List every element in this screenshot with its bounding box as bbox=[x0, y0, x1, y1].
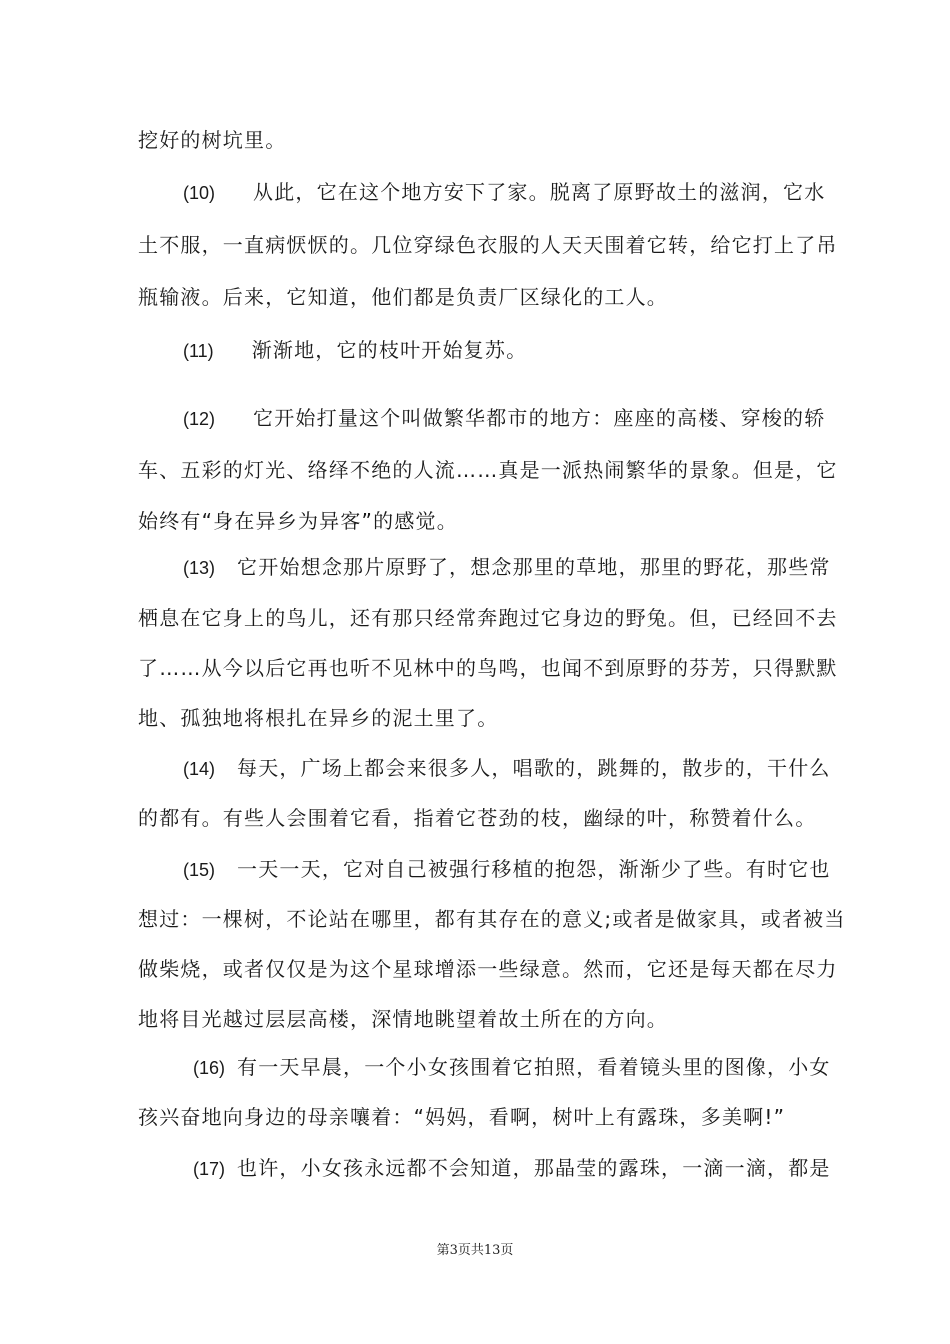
paragraph-number: (15) bbox=[183, 860, 216, 880]
line-p4-3: 地、孤独地将根扎在异乡的泥土里了。 bbox=[138, 706, 499, 730]
line-p0-0: 挖好的树坑里。 bbox=[138, 128, 287, 152]
line-p4-0: (13) 它开始想念那片原野了，想念那里的草地，那里的野花，那些常 bbox=[183, 555, 831, 579]
paragraph-number: (14) bbox=[183, 759, 216, 779]
line-p4-2: 了……从今以后它再也听不见林中的鸟鸣，也闻不到原野的芬芳，只得默默 bbox=[138, 656, 838, 680]
line-p3-2: 始终有“身在异乡为异客”的感觉。 bbox=[138, 509, 458, 533]
line-p5-1: 的都有。有些人会围着它看，指着它苍劲的枝，幽绿的叶，称赞着什么。 bbox=[138, 806, 817, 830]
line-p1-2: 瓶输液。后来，它知道，他们都是负责厂区绿化的工人。 bbox=[138, 285, 668, 309]
line-p6-0: (15) 一天一天，它对自己被强行移植的抱怨，渐渐少了些。有时它也 bbox=[183, 857, 831, 881]
paragraph-number: (11) bbox=[183, 341, 214, 361]
paragraph-number: (10) bbox=[183, 183, 216, 203]
line-p6-3: 地将目光越过层层高楼，深情地眺望着故土所在的方向。 bbox=[138, 1007, 668, 1031]
line-p1-1: 土不服，一直病恹恹的。几位穿绿色衣服的人天天围着它转，给它打上了吊 bbox=[138, 233, 838, 257]
line-p3-0: (12) 它开始打量这个叫做繁华都市的地方：座座的高楼、穿梭的轿 bbox=[183, 406, 826, 430]
line-p7-0: (16) 有一天早晨，一个小女孩围着它拍照，看着镜头里的图像，小女 bbox=[193, 1055, 831, 1079]
line-p6-2: 做柴烧，或者仅仅是为这个星球增添一些绿意。然而，它还是每天都在尽力 bbox=[138, 957, 838, 981]
line-p8-0: (17) 也许，小女孩永远都不会知道，那晶莹的露珠，一滴一滴，都是 bbox=[193, 1156, 831, 1180]
line-p4-1: 栖息在它身上的鸟儿，还有那只经常奔跑过它身边的野兔。但，已经回不去 bbox=[138, 606, 838, 630]
paragraph-number: (16) bbox=[193, 1058, 226, 1078]
page-footer: 第3页共13页 bbox=[436, 1243, 514, 1258]
paragraph-number: (13) bbox=[183, 558, 216, 578]
line-p5-0: (14) 每天，广场上都会来很多人，唱歌的，跳舞的，散步的，干什么 bbox=[183, 756, 831, 780]
line-p7-1: 孩兴奋地向身边的母亲嚷着：“妈妈，看啊，树叶上有露珠，多美啊!” bbox=[138, 1105, 786, 1129]
line-p6-1: 想过：一棵树，不论站在哪里，都有其存在的意义;或者是做家具，或者被当 bbox=[138, 907, 846, 931]
line-p3-1: 车、五彩的灯光、络绎不绝的人流……真是一派热闹繁华的景象。但是，它 bbox=[138, 458, 838, 482]
paragraph-number: (12) bbox=[183, 409, 216, 429]
line-p2-0: (11) 渐渐地，它的枝叶开始复苏。 bbox=[183, 338, 528, 362]
paragraph-number: (17) bbox=[193, 1159, 226, 1179]
line-p1-0: (10) 从此，它在这个地方安下了家。脱离了原野故土的滋润，它水 bbox=[183, 180, 826, 204]
